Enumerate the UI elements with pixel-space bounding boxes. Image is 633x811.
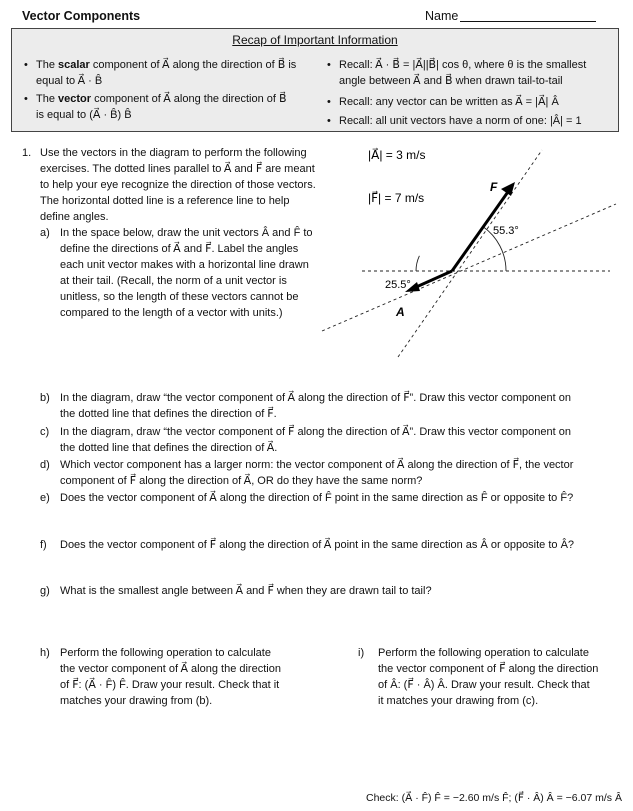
recap-dot-line1: Recall: A⃗ · B⃗ = |A⃗||B⃗| cos θ, where θ is the smallest	[339, 59, 587, 71]
part-b-line: the dotted line that defines the direction of F⃗.	[60, 408, 277, 420]
name-blank-line[interactable]	[460, 21, 596, 22]
q1a-line: at their tail. (Recall, the norm of a unit vector is	[60, 275, 287, 287]
recap-title: Recap of Important Information	[232, 33, 398, 47]
recap-vector-post: component of A⃗ along the direction of B⃗	[91, 93, 287, 105]
q1-text	[40, 145, 340, 225]
part-f-text: Does the vector component of F⃗ along the direction of A⃗ point in the same direction as Â or opposite to Â?	[60, 539, 575, 551]
part-i-line: the vector component of F⃗ along the direction	[378, 663, 599, 675]
vector-a-label: A	[396, 305, 405, 319]
recap-norm-item	[327, 113, 624, 129]
part-f-label: f)	[40, 539, 47, 551]
part-i-line: it matches your drawing from (c).	[378, 695, 539, 707]
part-c-line: the dotted line that defines the direction of A⃗.	[60, 442, 278, 454]
q1a-text	[60, 225, 340, 321]
part-c-text	[60, 424, 620, 456]
name-label: Name	[425, 9, 459, 23]
recap-unit-line1: Recall: any vector can be written as A⃗ = |A⃗| Â	[339, 96, 559, 108]
q1-line: The horizontal dotted line is a reference line to help	[40, 195, 290, 207]
part-d-label: d)	[40, 459, 50, 471]
part-i-label: i)	[358, 647, 365, 659]
f-magnitude-label: |F⃗| = 7 m/s	[368, 191, 425, 205]
part-h-line: of F⃗: (A⃗ · F̂) F̂. Draw your result. Check that it	[60, 679, 280, 691]
vector-f-arrowhead	[501, 182, 515, 196]
recap-scalar-pre: The	[36, 59, 59, 71]
part-i-line: Perform the following operation to calculate	[378, 647, 589, 659]
q1-line: to help your eye recognize the direction of those vectors.	[40, 179, 316, 191]
recap-vector-item	[24, 91, 326, 123]
part-h-text	[60, 645, 315, 709]
part-c-line: In the diagram, draw “the vector component of F⃗ along the direction of A⃗”. Draw this vector component on	[60, 426, 571, 438]
part-c-label: c)	[40, 426, 50, 438]
a-direction-dotted-line	[322, 204, 616, 331]
part-e-label: e)	[40, 492, 50, 504]
recap-dot-line2: angle between A⃗ and B⃗ when drawn tail-to-tail	[339, 75, 563, 87]
recap-vector-line2: is equal to (A⃗ · B̂) B̂	[36, 109, 132, 121]
a-angle-arc	[416, 256, 419, 271]
recap-dot-product-item	[327, 57, 624, 89]
part-b-label: b)	[40, 392, 50, 404]
part-h-line: the vector component of A⃗ along the direction	[60, 663, 281, 675]
vector-diagram	[310, 138, 622, 363]
q1-line: exercises. The dotted lines parallel to A⃗ and F⃗ are meant	[40, 163, 315, 175]
q1-line: define angles.	[40, 211, 109, 223]
q1a-line: define the directions of A⃗ and F⃗. Label the angles	[60, 243, 299, 255]
recap-box	[11, 28, 619, 132]
a-angle-label: 25.5°	[385, 279, 411, 291]
part-g-label: g)	[40, 585, 50, 597]
part-i-line: of Â: (F⃗ · Â) Â. Draw your result. Check that	[378, 679, 590, 691]
part-h-line: Perform the following operation to calculate	[60, 647, 271, 659]
recap-unit-item	[327, 94, 624, 110]
q1a-line: unitless, so the length of these vectors cannot be	[60, 291, 299, 303]
a-magnitude-label: |A⃗| = 3 m/s	[368, 148, 426, 162]
part-d-text	[60, 457, 620, 489]
q1-line: Use the vectors in the diagram to perform the following	[40, 147, 307, 159]
recap-norm-line1: Recall: all unit vectors have a norm of one: |Â| = 1	[339, 115, 582, 127]
part-e-text: Does the vector component of A⃗ along the direction of F̂ point in the same direction as F̂ or opposite to F̂?	[60, 492, 574, 504]
part-b-line: In the diagram, draw “the vector component of A⃗ along the direction of F⃗”. Draw this vector component on	[60, 392, 571, 404]
recap-vector-pre: The	[36, 93, 59, 105]
part-g-text: What is the smallest angle between A⃗ and F⃗ when they are drawn tail to tail?	[60, 585, 432, 597]
part-h-label: h)	[40, 647, 50, 659]
q1-number: 1.	[22, 147, 32, 159]
vector-f-label: F	[490, 180, 498, 194]
part-i-text	[378, 645, 628, 709]
f-angle-label: 55.3°	[493, 225, 519, 237]
check-answers: Check: (A⃗ · F̂) F̂ = −2.60 m/s F̂; (F⃗ · Â) Â = −6.07 m/s Â	[366, 792, 622, 804]
q1a-line: compared to the length of a vector with units.)	[60, 307, 283, 319]
recap-scalar-line2: equal to A⃗ · B̂	[36, 75, 103, 87]
part-d-line: component of F⃗ along the direction of A⃗, OR do they have the same norm?	[60, 475, 423, 487]
recap-vector-bold: vector	[58, 93, 92, 105]
f-direction-dotted-line	[398, 150, 542, 357]
recap-scalar-item	[24, 57, 326, 89]
part-d-line: Which vector component has a larger norm: the vector component of A⃗ along the direction of F⃗, the vector	[60, 459, 574, 471]
part-b-text	[60, 390, 620, 422]
worksheet-title: Vector Components	[22, 9, 141, 23]
recap-scalar-bold: scalar	[58, 59, 90, 71]
part-h-line: matches your drawing from (b).	[60, 695, 213, 707]
vector-a-shaft	[414, 271, 452, 288]
q1a-label: a)	[40, 227, 50, 239]
q1a-line: In the space below, draw the unit vectors Â and F̂ to	[60, 227, 313, 239]
recap-scalar-post: component of A⃗ along the direction of B⃗ is	[89, 59, 297, 71]
q1a-line: each unit vector makes with a horizontal line drawn	[60, 259, 309, 271]
